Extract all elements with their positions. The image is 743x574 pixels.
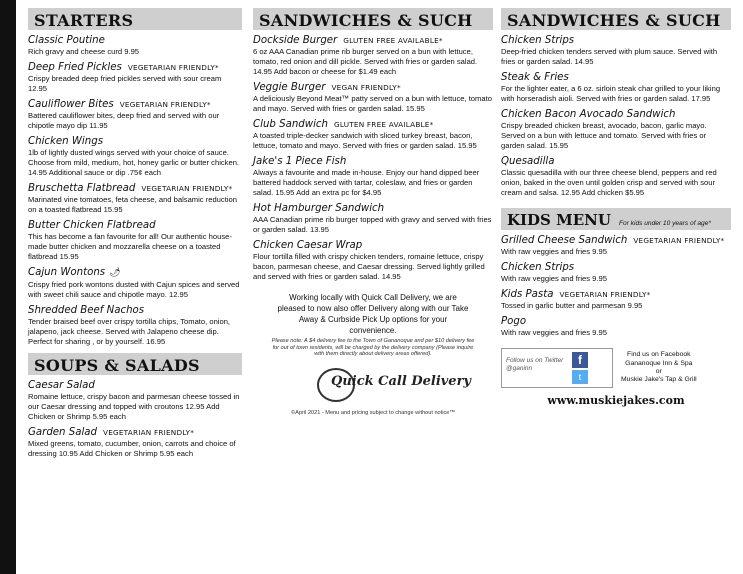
menu-item-title: Steak & Fries [501,72,569,83]
menu-item-title: Shredded Beef Nachos [28,305,145,316]
menu-item [501,71,731,104]
menu-item-name [253,239,493,252]
twitter-text: Follow us on Twitter @ganinn [506,357,564,372]
menu-item-name [253,81,493,94]
menu-item-description: Marinated vine tomatoes, feta cheese, and balsamic reduction on a toasted flatbread 15.95 [28,195,237,214]
twitter-icon[interactable]: t [572,370,588,384]
menu-item-description: 1lb of lightly dusted wings served with your choice of sauce. Choose from mild, medium, hot, honey garlic or butter chicken. 14.95 Additional sauce or dip .75¢ each [28,148,240,177]
menu-item-description: Rich gravy and cheese curd 9.95 [28,47,140,56]
menu-item [501,34,731,67]
left-edge-bar [0,0,16,574]
menu-item-title: Chicken Strips [501,262,575,273]
menu-item-description: For the lighter eater, a 6 oz. sirloin steak char grilled to your liking with horseradish aioli. Served with fries or garden salad. 17.95 [501,84,721,103]
menu-item-title: Chicken Strips [501,35,575,46]
menu-footnote: ©April 2021 - Menu and pricing subject to change without notice™ [291,409,455,416]
menu-item-name [253,118,493,131]
menu-item-name [501,315,731,328]
menu-item-title: Veggie Burger [253,82,326,93]
menu-item [28,266,242,300]
menu-item-title: Pogo [501,316,527,327]
sandwiches-list-2 [501,34,731,198]
menu-item [28,304,242,347]
logo-text: Quick Call Delivery [331,373,471,389]
menu-item-description: Crispy fried pork wontons dusted with Cajun spices and served with sweet chili sauce and chipotle mayo. 12.95 [28,280,240,299]
menu-item-description: With raw veggies and fries 9.95 [501,274,607,283]
menu-item-description: Crispy breaded deep fried pickles served with sour cream 12.95 [28,74,222,93]
menu-item-description: 6 oz AAA Canadian prime rib burger served on a bun with lettuce, tomato, red onion and dill pickle. Served with fries or garden salad. 14.95 Add bacon or cheese for $1.49 each [253,47,478,76]
soups-header: SOUPS & SALADS [28,353,242,375]
sandwiches-header-1: SANDWICHES & SUCH [253,8,493,30]
menu-item-title: Cauliflower Bites [28,99,114,110]
social-box [501,348,613,388]
menu-item-name [28,61,242,74]
dietary-tag: VEGETARIAN FRIENDLY* [141,184,233,193]
menu-item-description: This has become a fan favourite for all! Our authentic house-made butter chicken and mozzarella cheese on a toasted flatbread 15.95 [28,232,232,261]
menu-item-description: Tender braised beef over crispy tortilla chips, Tomato, onion, jalapeno, jack cheese. Served with Jalapeno cheese dip. Perfect for sharing , or by yourself. 16.95 [28,317,231,346]
menu-item-name [501,71,731,84]
menu-item-name [28,266,242,280]
menu-item-description: Classic quesadilla with our three cheese blend, peppers and red onion, baked in the oven until golden crisp and served with sour cream and salsa. 12.95 Add chicken $5.95 [501,168,717,197]
menu-item-description: Battered cauliflower bites, deep fried and served with our chipotle mayo dip 11.95 [28,111,220,130]
website-link[interactable]: www.muskiejakes.com [547,394,685,407]
menu-item-name [28,182,242,195]
menu-item-description: Flour tortilla filled with crispy chicken tenders, romaine lettuce, crispy bacon, parmesan cheese, and Caesar dressing. Served lightly grilled and served with fries or garden salad. 14.95 [253,252,485,281]
menu-item [253,118,493,151]
menu-item [501,234,731,257]
menu-item-name [501,155,731,168]
menu-item [253,81,493,114]
menu-item-name [28,304,242,317]
sandwiches-header-2: SANDWICHES & SUCH [501,8,731,30]
facebook-line-2: Gananoque Inn & Spa [625,359,693,367]
menu-item-description: Romaine lettuce, crispy bacon and parmesan cheese tossed in our Caesar dressing and topped with croutons 12.95 Add Chicken or Shrimp 5.95 each [28,392,240,421]
sandwiches-list-1 [253,34,493,282]
menu-item-description: Deep-fried chicken tenders served with plum sauce. Served with fries or garden salad. 14.95 [501,47,718,66]
menu-item [253,34,493,77]
menu-item-name [501,288,731,301]
menu-item-description: With raw veggies and fries 9.95 [501,247,607,256]
menu-item [28,98,242,131]
starters-header: STARTERS [28,8,242,30]
menu-item-title: Kids Pasta [501,289,554,300]
menu-item-description: Crispy breaded chicken breast, avocado, bacon, garlic mayo. Served on a bun with lettuce and tomato. Served with fries or garden salad. 15.95 [501,121,707,150]
dietary-tag: VEGAN FRIENDLY* [331,83,401,92]
soups-list [28,379,242,459]
menu-item [501,155,731,198]
dietary-tag: VEGETARIAN FRIENDLY* [127,63,219,72]
menu-item-title: Garden Salad [28,427,98,438]
facebook-line-3: or [655,368,662,375]
menu-item-description: A deliciously Beyond Meat™ patty served on a bun with lettuce, tomato and mayo. Served with fries or garden salad. 15.95 [253,94,492,113]
menu-item [28,61,242,94]
facebook-icon[interactable]: f [572,352,588,368]
menu-item-title: Grilled Cheese Sandwich [501,235,628,246]
menu-item-name [28,98,242,111]
menu-item-title: Jake's 1 Piece Fish [253,156,347,167]
menu-item [501,315,731,338]
menu-item-description: Mixed greens, tomato, cucumber, onion, carrots and choice of dressing 10.95 Add Chicken or Shrimp 5.95 each [28,439,236,458]
delivery-text: Working locally with Quick Call Delivery, we are pleased to now also offer Delivery along with our Take Away & Curbside Pick Up options for your convenience. [277,293,469,335]
menu-item [28,379,242,422]
menu-item-name [28,34,242,47]
quick-call-delivery-logo [313,366,471,402]
menu-item [28,135,242,178]
menu-item-title: Hot Hamburger Sandwich [253,203,385,214]
menu-item-name [28,219,242,232]
dietary-tag: VEGETARIAN FRIENDLY* [633,236,725,245]
menu-item [253,202,493,235]
menu-item-description: Tossed in garlic butter and parmesan 9.95 [501,301,643,310]
menu-item-title: Chicken Bacon Avocado Sandwich [501,109,676,120]
menu-item [253,155,493,198]
menu-item-description: AAA Canadian prime rib burger topped with gravy and served with fries or garden salad. 13.95 [253,215,492,234]
menu-item-title: Classic Poutine [28,35,105,46]
kids-note: For kids under 10 years of age* [618,220,711,227]
column-3 [501,8,731,407]
menu-item [28,426,242,459]
column-2 [253,8,493,419]
menu-item [501,288,731,311]
menu-item [253,239,493,282]
dietary-tag: VEGETARIAN FRIENDLY* [103,428,195,437]
menu-item-title: Chicken Caesar Wrap [253,240,363,251]
facebook-info [621,351,697,385]
dietary-tag: VEGETARIAN FRIENDLY* [559,290,651,299]
menu-item-description: Always a favourite and made in-house. Enjoy our hand dipped beer battered haddock served with tartar, coleslaw, and fries or garden salad. 15.95 Add an extra pc for $4.95 [253,168,480,197]
menu-item [28,34,242,57]
menu-item-title: Quesadilla [501,156,555,167]
menu-item-title: Club Sandwich [253,119,328,130]
menu-item-name [501,261,731,274]
kids-title: KIDS MENU [507,211,611,229]
dietary-tag: VEGETARIAN FRIENDLY* [119,100,211,109]
menu-item-title: Bruschetta Flatbread [28,183,136,194]
delivery-fine-print: Please note: A $4 delivery fee to the Town of Gananoque and per $10 delivery fee for out of town residents, will be charged by the delivery company (Please inquire with them directly about delivery areas offered). [271,338,475,357]
starters-list [28,34,242,347]
menu-item-name [253,34,493,47]
menu-item [28,219,242,262]
facebook-line-4: Muskie Jake's Tap & Grill [621,376,697,384]
menu-item-name [28,379,242,392]
delivery-notice [253,292,493,419]
menu-item-title: Cajun Wontons [28,267,106,278]
menu-item-description: A toasted triple-decker sandwich with sliced turkey breast, bacon, lettuce, tomato and mayo. Served with fries or garden salad. 15.95 [253,131,477,150]
menu-item-name [501,108,731,121]
menu-item-name [28,426,242,439]
menu-item-title: Dockside Burger [253,35,338,46]
menu-item-name [28,135,242,148]
column-1 [28,8,242,459]
dietary-tag: GLUTEN FREE AVAILABLE* [333,120,434,129]
menu-item-description: With raw veggies and fries 9.95 [501,328,607,337]
kids-header [501,208,731,230]
dietary-tag: GLUTEN FREE AVAILABLE* [343,36,443,45]
menu-item-title: Deep Fried Pickles [28,62,122,73]
menu-item [28,182,242,215]
menu-item [501,261,731,284]
spicy-pepper-icon: 🌶 [109,268,121,278]
facebook-line-1: Find us on Facebook [627,351,691,359]
social-section [501,348,731,388]
menu-item-name [253,155,493,168]
menu-item [501,108,731,151]
menu-item-title: Butter Chicken Flatbread [28,220,156,231]
menu-item-name [253,202,493,215]
menu-item-name [501,234,731,247]
menu-item-title: Chicken Wings [28,136,103,147]
menu-item-name [501,34,731,47]
menu-item-title: Caesar Salad [28,380,95,391]
kids-list [501,234,731,338]
